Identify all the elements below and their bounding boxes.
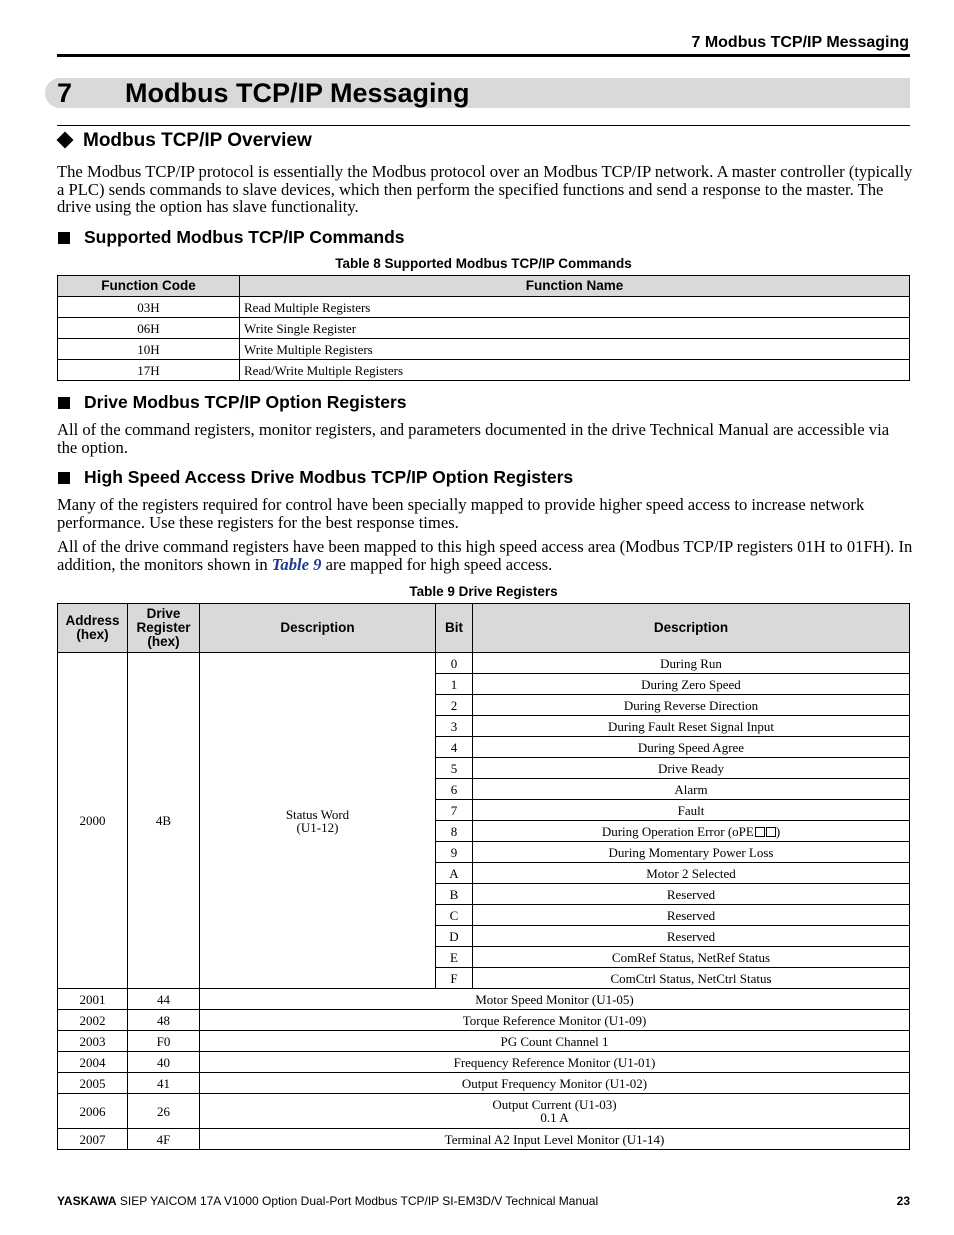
- monitor-description-cell: Motor Speed Monitor (U1-05): [200, 989, 910, 1010]
- bit-description-cell: During Run: [473, 653, 910, 674]
- bit-cell: 7: [436, 800, 473, 821]
- square-bullet-icon: [58, 232, 70, 244]
- column-header: Function Code: [58, 276, 240, 297]
- table-row: [58, 1031, 910, 1052]
- monitor-description-cell: Torque Reference Monitor (U1-09): [200, 1010, 910, 1031]
- function-code-cell: 17H: [58, 360, 240, 381]
- option-registers-paragraph: All of the command registers, monitor registers, and parameters documented in the drive Technical Manual are accessible via the option.: [57, 420, 890, 457]
- monitor-description-cell: Terminal A2 Input Level Monitor (U1-14): [200, 1129, 910, 1150]
- bit-description-cell: Motor 2 Selected: [473, 863, 910, 884]
- table-row: [58, 360, 910, 381]
- bit-description-cell: Reserved: [473, 926, 910, 947]
- drive-register-cell: 4F: [128, 1129, 200, 1150]
- paragraph-text: All of the drive command registers have been mapped to this high speed access area (Modbus TCP/IP registers 01H to 01FH). In addition, the monitors shown in: [57, 537, 913, 574]
- section-rule: [57, 125, 910, 126]
- column-header: Function Name: [240, 276, 910, 297]
- column-header: Bit: [436, 604, 473, 653]
- address-cell: 2000: [58, 653, 128, 989]
- bit-description-cell: ComCtrl Status, NetCtrl Status: [473, 968, 910, 989]
- table-row: [58, 339, 910, 360]
- table-row: [58, 297, 910, 318]
- bit-cell: 3: [436, 716, 473, 737]
- table9-caption: Table 9 Drive Registers: [409, 584, 558, 599]
- chapter-number: 7: [57, 78, 73, 108]
- description-line: (U1-12): [296, 819, 339, 835]
- bit-cell: 9: [436, 842, 473, 863]
- placeholder-box-icon: [755, 827, 765, 837]
- address-cell: 2001: [58, 989, 128, 1010]
- bit-description-cell: Drive Ready: [473, 758, 910, 779]
- drive-registers-body: [58, 653, 910, 1150]
- drive-register-cell: F0: [128, 1031, 200, 1052]
- monitor-description-cell: Output Frequency Monitor (U1-02): [200, 1073, 910, 1094]
- high-speed-paragraph-2: [57, 538, 913, 573]
- function-code-cell: 10H: [58, 339, 240, 360]
- bit-description-cell: Alarm: [473, 779, 910, 800]
- description-line: 0.1 A: [540, 1110, 569, 1125]
- high-speed-heading: [57, 467, 573, 487]
- table9-link[interactable]: Table 9: [271, 554, 322, 574]
- table-row: [58, 1073, 910, 1094]
- table-row: [58, 1094, 910, 1129]
- bit-cell: B: [436, 884, 473, 905]
- drive-register-cell: 26: [128, 1094, 200, 1129]
- bit-cell: D: [436, 926, 473, 947]
- footer-document-title: SIEP YAICOM 17A V1000 Option Dual-Port Modbus TCP/IP SI-EM3D/V Technical Manual: [116, 1194, 599, 1208]
- table-header-row: [58, 604, 910, 653]
- table-row: [58, 318, 910, 339]
- function-name-cell: Read/Write Multiple Registers: [240, 360, 910, 381]
- bit-cell: 1: [436, 674, 473, 695]
- supported-commands-table: [57, 275, 910, 381]
- drive-register-cell: 48: [128, 1010, 200, 1031]
- drive-register-cell: 41: [128, 1073, 200, 1094]
- high-speed-paragraph-1: Many of the registers required for control have been specially mapped to provide higher speed access to increase network performance. Use these registers for the best response times.: [57, 495, 865, 532]
- chapter-title: Modbus TCP/IP Messaging: [125, 78, 470, 108]
- table-row: [58, 989, 910, 1010]
- bit-cell: 4: [436, 737, 473, 758]
- description-line: Output Current (U1-03): [492, 1097, 617, 1112]
- function-name-cell: Read Multiple Registers: [240, 297, 910, 318]
- drive-registers-table: [57, 603, 910, 1150]
- description-line: Status Word: [285, 806, 350, 822]
- address-cell: 2003: [58, 1031, 128, 1052]
- square-bullet-icon: [58, 397, 70, 409]
- supported-commands-heading-text: Supported Modbus TCP/IP Commands: [84, 227, 405, 247]
- square-bullet-icon: [58, 472, 70, 484]
- chapter-heading-bar: [45, 78, 910, 108]
- address-cell: 2005: [58, 1073, 128, 1094]
- function-code-cell: 06H: [58, 318, 240, 339]
- drive-register-cell: 4B: [128, 653, 200, 989]
- footer-brand: YASKAWA: [57, 1194, 117, 1208]
- drive-register-cell: 44: [128, 989, 200, 1010]
- page-number: 23: [896, 1194, 910, 1208]
- bit-description-cell: During Operation Error (oPE ): [473, 821, 910, 842]
- function-name-cell: Write Single Register: [240, 318, 910, 339]
- column-header: Description: [200, 604, 436, 653]
- address-cell: 2006: [58, 1094, 128, 1129]
- bit-cell: 8: [436, 821, 473, 842]
- paragraph-text: are mapped for high speed access.: [321, 554, 553, 574]
- bit-description-cell: During Speed Agree: [473, 737, 910, 758]
- table-row: [58, 1129, 910, 1150]
- table-header-row: [58, 276, 910, 297]
- overview-paragraph: The Modbus TCP/IP protocol is essentially the Modbus protocol over an Modbus TCP/IP network. A master controller (typically a PLC) sends commands to slave devices, which then perform the specified functions and send a response to the master. The drive using the option has slave functionality.: [57, 162, 913, 217]
- supported-commands-heading: [57, 227, 405, 247]
- function-code-cell: 03H: [58, 297, 240, 318]
- bit-description-text: During Operation Error (oPE: [601, 823, 754, 839]
- header-rule: [57, 54, 910, 57]
- address-cell: 2002: [58, 1010, 128, 1031]
- table-row: [58, 1052, 910, 1073]
- bit-cell: 2: [436, 695, 473, 716]
- monitor-description-cell: [200, 1094, 910, 1129]
- placeholder-box-icon: [766, 827, 776, 837]
- high-speed-heading-text: High Speed Access Drive Modbus TCP/IP Option Registers: [84, 467, 574, 487]
- drive-register-cell: 40: [128, 1052, 200, 1073]
- bit-cell: 6: [436, 779, 473, 800]
- bit-cell: A: [436, 863, 473, 884]
- bit-cell: 5: [436, 758, 473, 779]
- bit-description-cell: Reserved: [473, 905, 910, 926]
- column-header: Description: [473, 604, 910, 653]
- table-row: [58, 1010, 910, 1031]
- bit-cell: C: [436, 905, 473, 926]
- diamond-bullet-icon: [57, 131, 74, 148]
- bit-description-cell: During Momentary Power Loss: [473, 842, 910, 863]
- overview-heading-text: Modbus TCP/IP Overview: [83, 130, 312, 151]
- status-word-description: [200, 653, 436, 989]
- column-header: Address (hex): [58, 604, 128, 653]
- option-registers-heading: [57, 392, 407, 412]
- bit-description-cell: During Fault Reset Signal Input: [473, 716, 910, 737]
- address-cell: 2004: [58, 1052, 128, 1073]
- column-header: Drive Register (hex): [128, 604, 200, 653]
- running-header-title: 7 Modbus TCP/IP Messaging: [691, 34, 909, 51]
- option-registers-heading-text: Drive Modbus TCP/IP Option Registers: [84, 392, 407, 412]
- table8-caption: Table 8 Supported Modbus TCP/IP Commands: [335, 256, 632, 271]
- bit-description-cell: Reserved: [473, 884, 910, 905]
- table-row: [58, 653, 910, 674]
- bit-cell: 0: [436, 653, 473, 674]
- bit-description-cell: ComRef Status, NetRef Status: [473, 947, 910, 968]
- monitor-description-cell: Frequency Reference Monitor (U1-01): [200, 1052, 910, 1073]
- bit-cell: F: [436, 968, 473, 989]
- bit-description-cell: During Reverse Direction: [473, 695, 910, 716]
- bit-description-cell: During Zero Speed: [473, 674, 910, 695]
- bit-cell: E: [436, 947, 473, 968]
- function-name-cell: Write Multiple Registers: [240, 339, 910, 360]
- address-cell: 2007: [58, 1129, 128, 1150]
- page-footer: [57, 1194, 910, 1208]
- bit-description-cell: Fault: [473, 800, 910, 821]
- monitor-description-cell: PG Count Channel 1: [200, 1031, 910, 1052]
- overview-heading: [57, 130, 312, 152]
